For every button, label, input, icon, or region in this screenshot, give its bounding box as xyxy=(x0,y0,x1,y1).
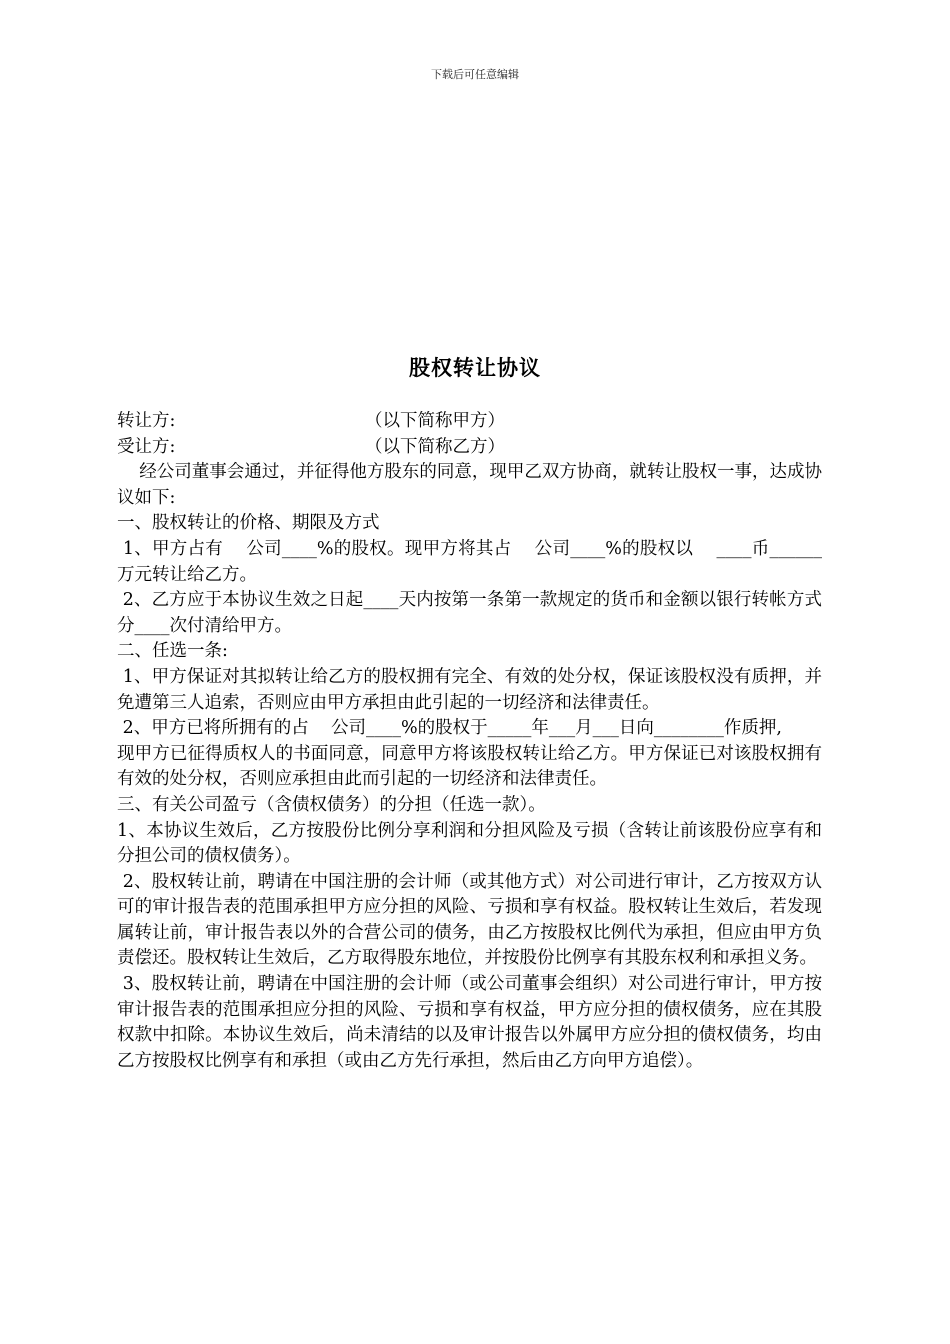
transferor-label: 转让方: xyxy=(117,411,176,431)
section-heading-2: 二、任选一条: xyxy=(117,641,228,662)
section-heading-3: 三、有关公司盈亏（含债权债务）的分担（任选一款）。 xyxy=(117,794,546,815)
clause-2-2-continued: 现甲方已征得质权人的书面同意，同意甲方将该股权转让给乙方。甲方保证已对该股权拥有有效的处分权，否则应承担由此而引起的一切经济和法律责任。 xyxy=(117,743,822,790)
document-title: 股权转让协议 xyxy=(409,355,541,380)
transferor-line xyxy=(117,409,822,435)
clause-1-2: 2、乙方应于本协议生效之日起____天内按第一条第一款规定的货币和金额以银行转帐方式分____次付清给甲方。 xyxy=(117,590,822,636)
clause-2-1: 1、甲方保证对其拟转让给乙方的股权拥有完全、有效的处分权，保证该股权没有质押，并免遭第三人追索，否则应由甲方承担由此引起的一切经济和法律责任。 xyxy=(117,666,822,713)
clause-3-3: 3、股权转让前，聘请在中国注册的会计师（或公司董事会组织）对公司进行审计，甲方按审计报告表的范围承担应分担的风险、亏损和享有权益，甲方应分担的债权债务，应在其股权款中扣除。本协议生效后，尚未清结的以及审计报告以外属甲方应分担的债权债务，均由乙方按股权比例享有和承担（或由乙方先行承担，然后由乙方向甲方追偿）。 xyxy=(117,974,822,1071)
transferee-note: （以下简称乙方） xyxy=(365,436,505,457)
section-heading-1: 一、股权转让的价格、期限及方式 xyxy=(117,513,380,534)
transferee-label: 受让方: xyxy=(117,436,176,457)
intro-paragraph: 经公司董事会通过，并征得他方股东的同意，现甲乙双方协商，就转让股权一事，达成协议如下: xyxy=(117,462,822,508)
transferor-note: （以下简称甲方） xyxy=(365,411,505,431)
clause-3-1: 1、本协议生效后，乙方按股份比例分享利润和分担风险及亏损（含转让前该股份应享有和分担公司的债权债务）。 xyxy=(117,820,822,867)
document-body xyxy=(117,409,822,1074)
page-header-note: 下载后可任意编辑 xyxy=(431,68,519,81)
transferee-line xyxy=(117,435,822,461)
clause-3-2: 2、股权转让前，聘请在中国注册的会计师（或其他方式）对公司进行审计，乙方按双方认可的审计报告表的范围承担甲方应分担的风险、亏损和享有权益。股权转让生效后，若发现属转让前，审计报告表以外的合营公司的债务，由乙方按股权比例代为承担，但应由甲方负责偿还。股权转让生效后，乙方取得股东地位，并按股份比例享有其股东权利和承担义务。 xyxy=(117,871,822,969)
clause-2-2: 2、甲方已将所拥有的占 公司____%的股权于_____年___月___日向________作质押, xyxy=(117,718,782,739)
clause-1-1: 1、甲方占有 公司____%的股权。现甲方将其占 公司____%的股权以 ____币______万元转让给乙方。 xyxy=(117,538,822,585)
